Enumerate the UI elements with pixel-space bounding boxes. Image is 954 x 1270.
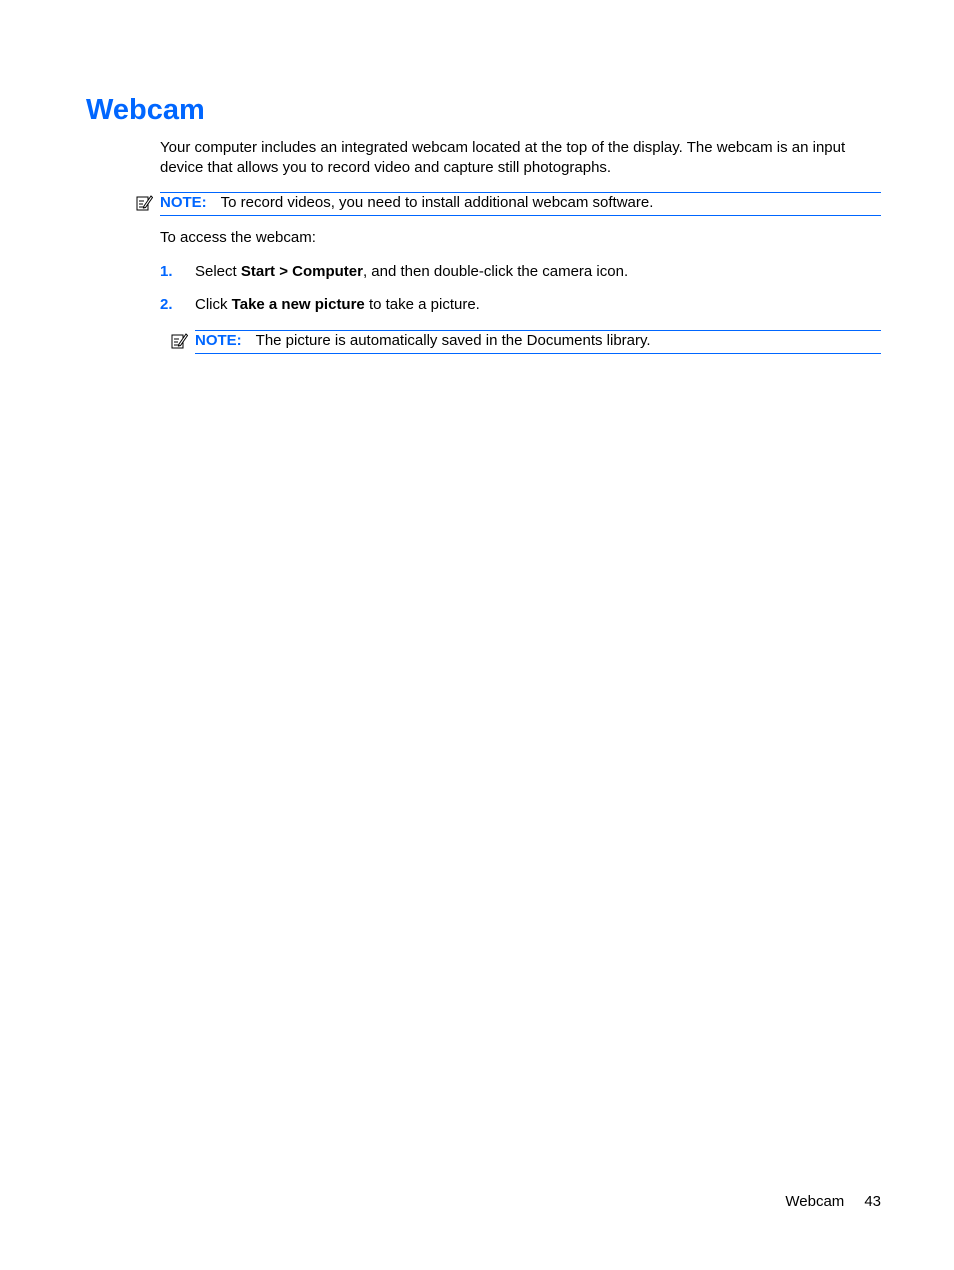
note-pencil-icon [170,331,188,349]
note-label: NOTE: [160,194,207,211]
page-title: Webcam [86,94,205,126]
step-text-suffix: , and then double-click the camera icon. [362,263,629,280]
step-text-bold: Take a new picture [231,296,365,313]
note-box [195,330,881,354]
note-text: The picture is automatically saved in the Documents library. [255,332,651,349]
note-text: To record videos, you need to install additional webcam software. [220,194,654,211]
note-box [160,192,881,216]
step-number: 2. [160,296,173,313]
list-item [160,262,628,282]
step-text-prefix: Select [195,263,241,280]
list-item [160,295,480,315]
intro-paragraph: Your computer includes an integrated webcam located at the top of the display. The webcam is an input device that allows you to record video and capture still photographs. [160,139,846,176]
access-paragraph: To access the webcam: [160,229,316,246]
step-text-prefix: Click [195,296,232,313]
step-text-bold: Start > Computer [240,263,363,280]
step-text-suffix: to take a picture. [364,296,480,313]
note-label: NOTE: [195,332,242,349]
page-number: 43 [864,1193,881,1210]
page-footer [785,1192,881,1212]
footer-section: Webcam [785,1193,845,1210]
step-number: 1. [160,263,173,280]
note-pencil-icon [135,193,153,211]
